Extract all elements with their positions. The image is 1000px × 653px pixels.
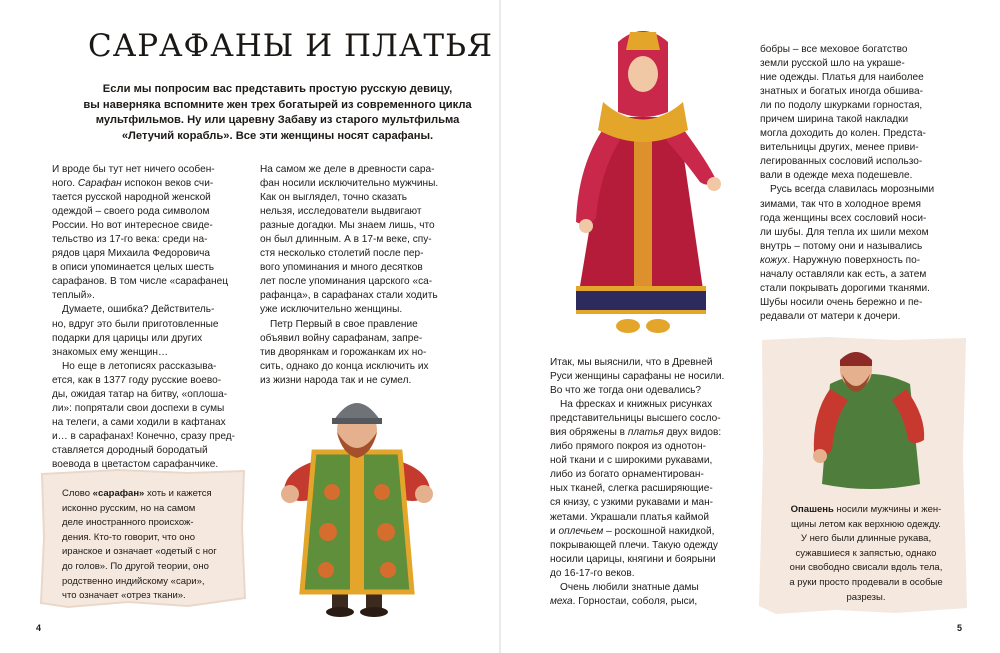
note-line: они свободно свисали вдоль тела, [789, 562, 943, 574]
text-line: до 16-17-го веков. [550, 567, 635, 579]
text-line: России. Но вот интересное свиде- [52, 220, 213, 232]
text-line: зимами, так что в холодное время [760, 198, 921, 210]
text-line: Но еще в летописях рассказыва- [62, 360, 217, 372]
text-line: И вроде бы тут нет ничего особен- [52, 164, 215, 175]
lead-line: вы наверняка вспомните жен трех богатырей из современного цикла [83, 98, 472, 111]
page-title: САРАФАНЫ И ПЛАТЬЯ [88, 28, 493, 64]
text-line: тив дворянкам и горожанкам их но- [260, 346, 427, 358]
text-line: На фресках и книжных рисунках [560, 399, 713, 411]
note-line: а руки просто продевали в особые [789, 576, 943, 588]
text-line: сарафанов. В том числе «сарафанец [52, 276, 229, 288]
text-line: вали в одежде меха подешевле. [760, 170, 913, 182]
text-line: ся книзу, с узкими рукавами и ман- [550, 497, 714, 509]
note-line: Слово «сарафан» хоть и кажется [62, 488, 212, 499]
note-right-text [776, 503, 956, 605]
text-line: кожух. Наружную поверхность по- [760, 254, 921, 266]
text-line: бобры – все меховое богатство [760, 44, 908, 55]
opashen-illustration [800, 344, 938, 494]
note-left-text [62, 487, 242, 604]
text-line: но, вдруг это были приготовленные [52, 318, 219, 330]
noblewoman-dress-illustration [548, 22, 738, 348]
text-line: и оплечьем – роскошной накидкой, [550, 525, 715, 537]
text-line: ды, ожидая татар на битву, «оплоша- [52, 388, 228, 400]
text-line: стали покрывать дорогими тканями. [760, 282, 930, 294]
term-meha: меха [550, 595, 573, 607]
text-line: ли»: попрятали свои доспехи в сумы [52, 402, 225, 414]
text-line: фан носили исключительно мужчины. [260, 178, 439, 190]
text-line: представительницы высшего сосло- [550, 413, 721, 425]
text-line: и… в сарафанах! Конечно, сразу пред- [52, 430, 236, 442]
text-line: могла доходить до колен. Предста- [760, 128, 926, 140]
text-line: знатных и богатых иногда обшива- [760, 86, 924, 98]
page-number-right: 5 [957, 623, 963, 633]
text-line: либо прямого покроя из однотон- [550, 441, 706, 453]
text-line: внутрь – потому они и назывались [760, 240, 923, 252]
term-sarafan: Сарафан [77, 178, 122, 190]
text-line: разные догадки. Мы знаем лишь, что [260, 220, 435, 232]
lead-paragraph [80, 82, 475, 144]
text-line: нельзя, исследователи выдвигают [260, 206, 422, 218]
note-line: что означает «отрез ткани». [62, 590, 186, 602]
text-line: ставляется дородный бородатый [52, 444, 208, 456]
column-4-text [760, 43, 964, 324]
text-line: вого упоминания и много десятков [260, 262, 423, 274]
text-line: сить, однако до конца исключить их [260, 360, 429, 372]
text-line: теплый». [52, 290, 95, 302]
text-line: ли шубы. Для тепла их шили мехом [760, 226, 929, 238]
text-line: знакомых ему женщин… [52, 346, 169, 358]
text-line: воевода в цветастом сарафанчике. [52, 458, 219, 470]
term-platya: платья [627, 427, 664, 439]
text-line: стя несколько столетий после пер- [260, 248, 424, 260]
text-line: ется, как в 1377 году русские воево- [52, 374, 222, 386]
lead-line: «Летучий корабль». Все эти женщины носят сарафаны. [121, 129, 434, 142]
text-line: редавали от матери к дочери. [760, 310, 901, 322]
text-line: либо из богато орнаментирован- [550, 469, 704, 481]
text-line: ного. Сарафан испокон веков счи- [52, 178, 214, 190]
note-line: разрезы. [846, 591, 886, 603]
text-line: он был длинным. А в 17-м веке, спу- [260, 234, 432, 246]
text-line: на телеги, а сами ходили в кафтанах [52, 416, 226, 428]
column-1-text [52, 163, 250, 472]
text-line: ли по подолу шкурками горностая, [760, 100, 923, 112]
page-gutter [499, 0, 501, 653]
note-line: Опашень носили мужчины и жен- [790, 504, 942, 515]
note-line: деле иностранного происхож- [62, 517, 194, 529]
note-line: родственно индийскому «сари», [62, 575, 205, 587]
text-line: уже исключительно женщины. [260, 304, 403, 316]
text-line: легированных сословий использо- [760, 156, 923, 168]
text-line: началу оставляли как есть, а затем [760, 268, 927, 280]
text-line: рафанца», в сарафанах стали ходить [260, 290, 438, 302]
text-line: носили царицы, княгини и боярыни [550, 553, 716, 565]
text-line: Думаете, ошибка? Действитель- [62, 304, 215, 316]
column-3-text [550, 356, 748, 609]
text-line: Итак, мы выяснили, что в Древней [550, 357, 713, 368]
text-line: из жизни народа так и не сумел. [260, 374, 412, 386]
text-line: Во что же тогда они одевались? [550, 385, 702, 397]
text-line: тается русской народной женской [52, 192, 211, 204]
text-line: На самом же деле в древности сара- [260, 164, 435, 175]
text-line: вительницы других, менее приви- [760, 142, 919, 154]
text-line: Руси женщины сарафаны не носили. [550, 371, 725, 383]
text-line: лет после упоминания царского «са- [260, 276, 433, 288]
text-line: Русь всегда славилась морозными [770, 184, 935, 196]
text-line: ние одежды. Платья для наиболее [760, 72, 924, 84]
note-line: сужавшиеся к запястью, однако [795, 547, 937, 559]
page-number-left: 4 [36, 623, 42, 633]
term-kozhukh: кожух [760, 254, 788, 266]
column-2-text [260, 163, 460, 388]
text-line: Шубы носили очень бережно и пе- [760, 296, 923, 308]
text-line: ной ткани и с широкими рукавами, [550, 455, 713, 467]
text-line: причем ширина такой накладки [760, 114, 909, 126]
note-line: дения. Кто-то говорит, что оно [62, 531, 196, 543]
lead-line: мультфильмов. Ну или царевну Забаву из старого мультфильма [95, 114, 460, 126]
text-line: Очень любили знатные дамы [560, 581, 699, 593]
note-line: до голов». По другой теории, оно [62, 560, 209, 572]
note-line: У него были длинные рукава, [800, 533, 932, 545]
text-line: покрывающей плечи. Такую одежду [550, 539, 718, 551]
bogatyr-sarafan-illustration [262, 392, 452, 620]
text-line: земли русской шло на украше- [760, 58, 905, 70]
text-line: объявил войну сарафанам, запре- [260, 332, 423, 344]
text-line: рядов царя Михаила Федоровича [52, 248, 211, 260]
text-line: в описи упоминается целых шесть [52, 262, 214, 274]
term-sarafan-bold: «сарафан» [92, 488, 145, 499]
term-opashen: Опашень [790, 504, 834, 515]
text-line: жетами. Украшали платья каймой [550, 511, 709, 523]
text-line: ных тканей, слегка расширяющие- [550, 483, 713, 495]
note-line: иранское и означает «одетый с ног [62, 546, 217, 558]
note-line: щины летом как верхнюю одежду. [791, 518, 941, 530]
lead-line: Если мы попросим вас представить простую русскую девицу, [102, 83, 453, 95]
note-line: исконно русским, но на самом [62, 502, 196, 514]
text-line: меха. Горностаи, соболя, рыси, [550, 595, 698, 607]
text-line: тельство из 17-го века: среди на- [52, 234, 208, 246]
text-line: Как он выглядел, точно сказать [260, 192, 408, 204]
text-line: подарки для царицы или других [52, 332, 203, 344]
term-oplechye: оплечьем [558, 525, 604, 537]
text-line: одеждой – своего рода символом [52, 206, 210, 218]
text-line: Петр Первый в свое правление [270, 318, 418, 330]
text-line: вия обряжены в платья двух видов: [550, 427, 722, 439]
text-line: года женщины всех сословий носи- [760, 212, 927, 224]
